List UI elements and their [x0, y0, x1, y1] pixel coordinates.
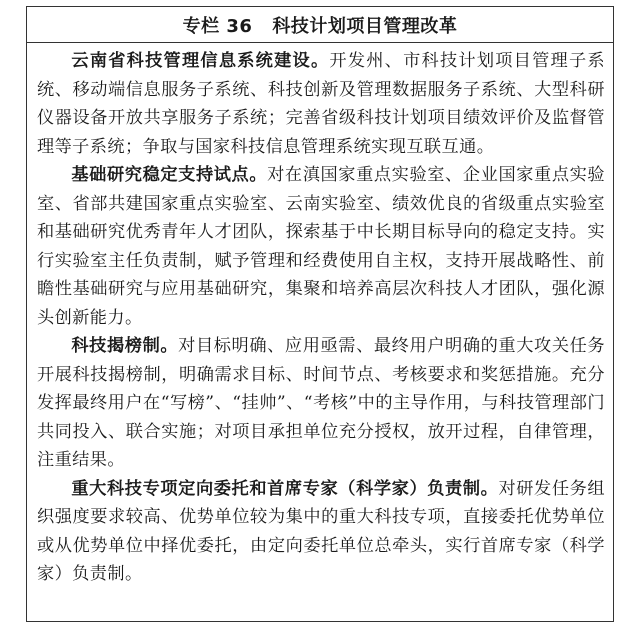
box-header	[27, 7, 613, 43]
paragraph-lead: 科技揭榜制。	[71, 336, 179, 356]
paragraph-body: 对目标明确、应用亟需、最终用户明确的重大攻关任务开展科技揭榜制，明确需求目标、时间节点、考核要求和奖惩措施。充分发挥最终用户在“写榜”、“挂帅”、“考核”中的主导作用，与科技管理部门共同投入、联合实施；对项目承担单位充分授权，放开过程，自律管理，注重结果。	[37, 336, 605, 470]
box-title: 科技计划项目管理改革	[272, 15, 458, 37]
paragraph-lead: 重大科技专项定向委托和首席专家（科学家）负责制。	[71, 478, 499, 499]
paragraph-info-system	[37, 47, 605, 161]
paragraph-major-projects	[37, 475, 605, 589]
box-number: 专栏 36	[182, 15, 253, 37]
paragraph-basic-research	[37, 161, 605, 332]
paragraph-body: 开发州、市科技计划项目管理子系统、移动端信息服务子系统、科技创新及管理数据服务子系统、大型科研仪器设备开放共享服务子系统；完善省级科技计划项目绩效评价及监督管理等子系统；争取与国家科技信息管理系统实现互联互通。	[37, 51, 605, 157]
paragraph-body: 对在滇国家重点实验室、企业国家重点实验室、省部共建国家重点实验室、云南实验室、绩效优良的省级重点实验室和基础研究优秀青年人才团队，探索基于中长期目标导向的稳定支持。实行实验室主任负责制，赋予管理和经费使用自主权，支持开展战略性、前瞻性基础研究与应用基础研究，集聚和培养高层次科技人才团队，强化源头创新能力。	[37, 165, 605, 328]
paragraph-body: 对研发任务组织强度要求较高、优势单位较为集中的重大科技专项，直接委托优势单位或从优势单位中择优委托，由定向委托单位总牵头，实行首席专家（科学家）负责制。	[37, 478, 605, 584]
paragraph-open-competition	[37, 332, 605, 475]
paragraph-lead: 云南省科技管理信息系统建设。	[71, 51, 330, 71]
box-content	[27, 43, 613, 589]
paragraph-lead: 基础研究稳定支持试点。	[71, 165, 268, 185]
feature-box	[26, 6, 614, 622]
